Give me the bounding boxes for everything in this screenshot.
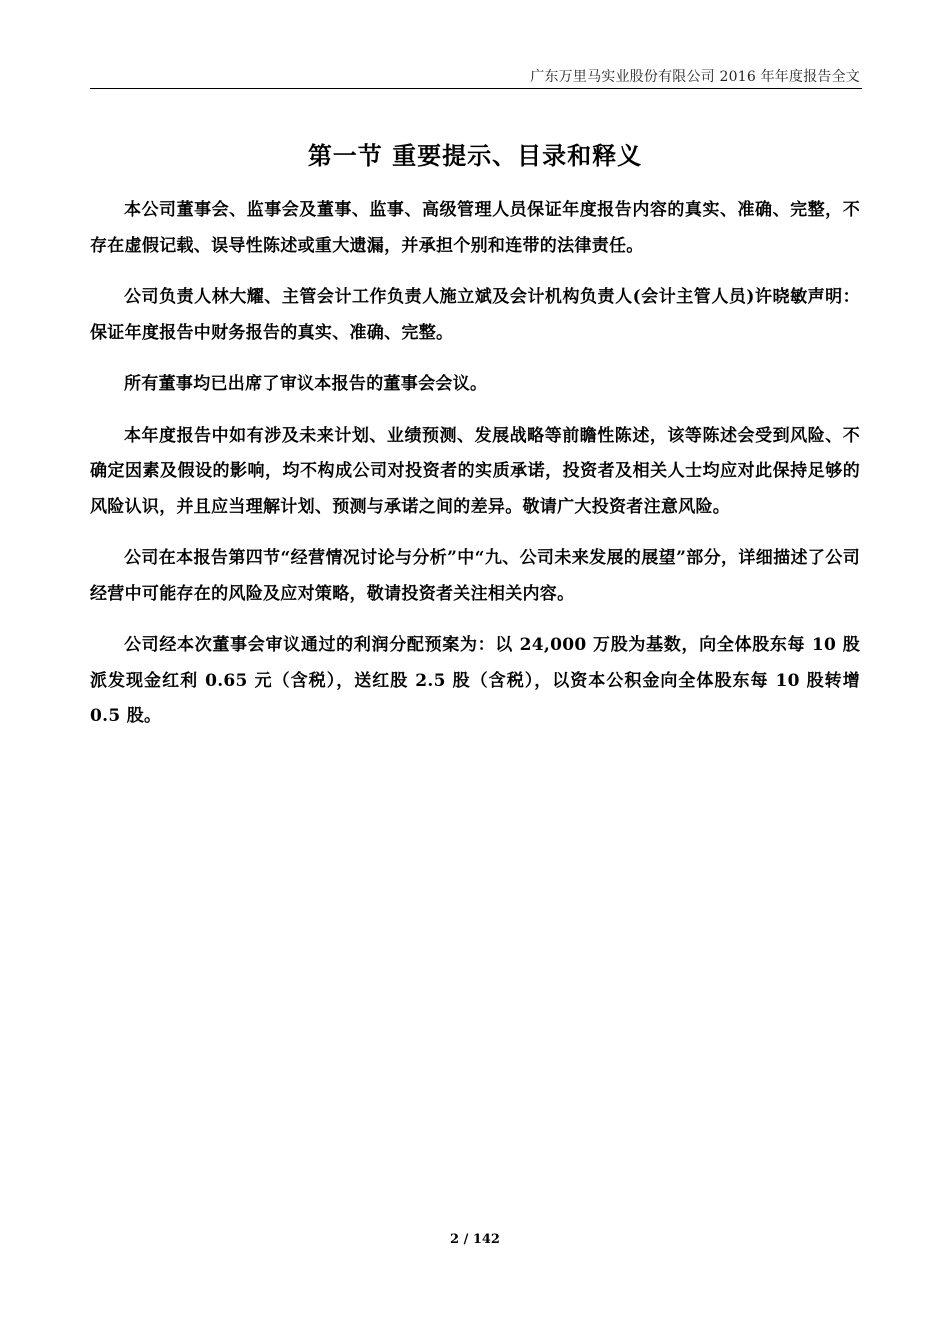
document-body — [90, 193, 860, 751]
report-header-title: 广东万里马实业股份有限公司 2016 年年度报告全文 — [530, 69, 860, 85]
paragraph-profit-distribution: 公司经本次董事会审议通过的利润分配预案为：以 24,000 万股为基数，向全体股东每 10 股派发现金红利 0.65 元（含税），送红股 2.5 股（含税），以资本公积金向全体股东每 10 股转增 0.5 股。 — [90, 635, 860, 726]
paragraph-board-guarantee: 本公司董事会、监事会及董事、监事、高级管理人员保证年度报告内容的真实、准确、完整，不存在虚假记载、误导性陈述或重大遗漏，并承担个别和连带的法律责任。 — [90, 200, 860, 256]
paragraph-risk-reference: 公司在本报告第四节“经营情况讨论与分析”中“九、公司未来发展的展望”部分，详细描述了公司经营中可能存在的风险及应对策略，敬请投资者关注相关内容。 — [90, 548, 860, 604]
paragraph-directors-attendance: 所有董事均已出席了审议本报告的董事会会议。 — [124, 374, 488, 394]
section-title: 第一节 重要提示、目录和释义 — [307, 141, 643, 170]
header-divider — [90, 88, 862, 89]
paragraph-forward-looking-statement: 本年度报告中如有涉及未来计划、业绩预测、发展战略等前瞻性陈述，该等陈述会受到风险、不确定因素及假设的影响，均不构成公司对投资者的实质承诺，投资者及相关人士均应对此保持足够的风险认识，并且应当理解计划、预测与承诺之间的差异。敬请广大投资者注意风险。 — [90, 425, 860, 517]
page-number: 2 / 142 — [450, 1232, 500, 1247]
paragraph-responsible-persons: 公司负责人林大耀、主管会计工作负责人施立斌及会计机构负责人(会计主管人员)许晓敏声明：保证年度报告中财务报告的真实、准确、完整。 — [90, 287, 860, 343]
